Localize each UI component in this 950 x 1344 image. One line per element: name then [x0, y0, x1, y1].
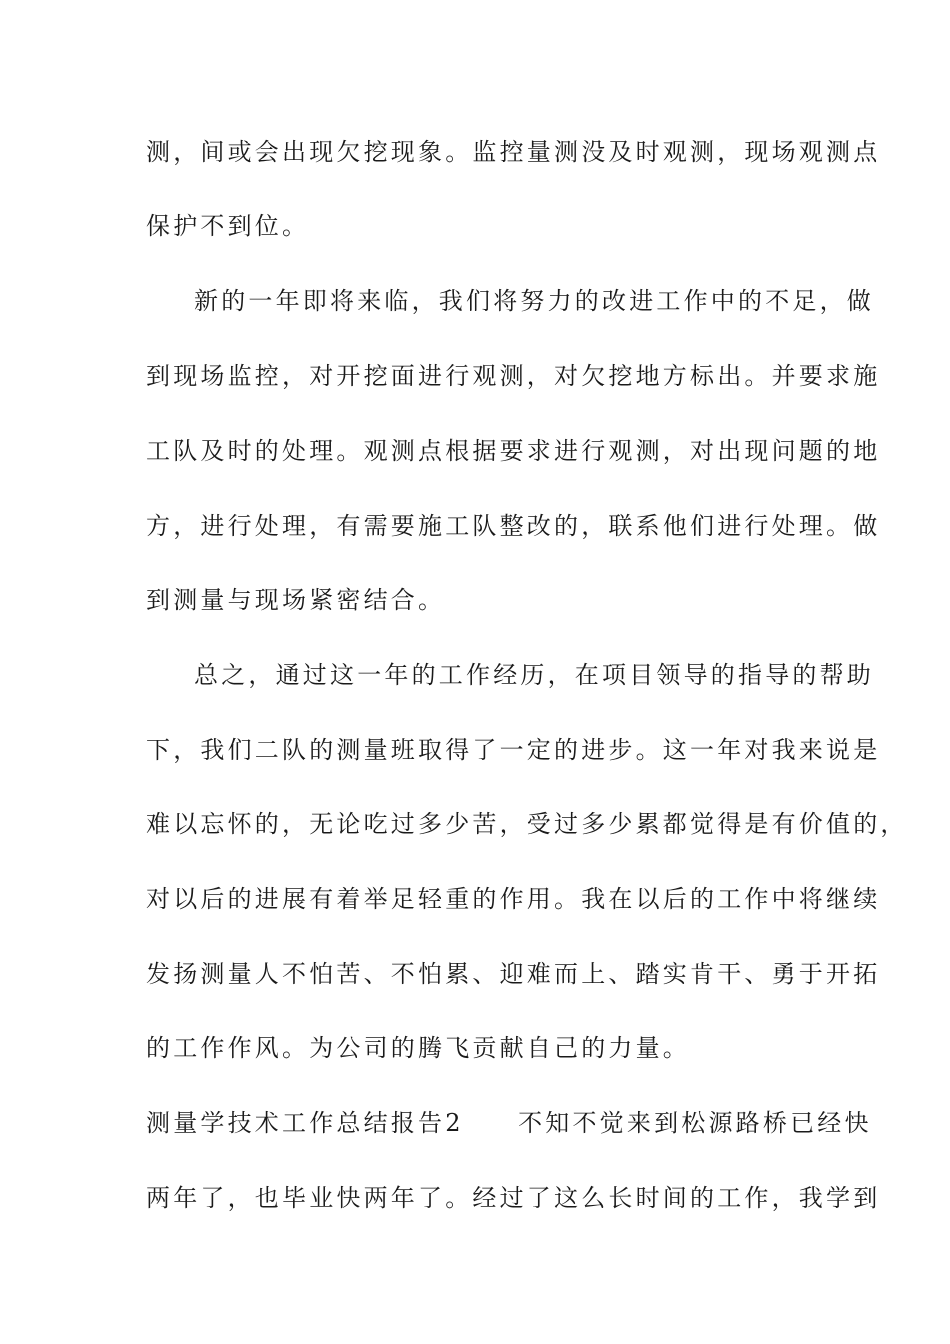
text-line-13: 的工作作风。为公司的腾飞贡献自己的力量。: [146, 1034, 690, 1062]
text-line-1: 测，间或会出现欠挖现象。监控量测没及时观测，现场观测点: [146, 138, 881, 166]
text-line-9: 下，我们二队的测量班取得了一定的进步。这一年对我来说是: [146, 736, 881, 764]
text-line-5: 工队及时的处理。观测点根据要求进行观测，对出现问题的地: [146, 437, 881, 465]
text-line-4: 到现场监控，对开挖面进行观测，对欠挖地方标出。并要求施: [146, 362, 881, 390]
text-line-11: 对以后的进展有着举足轻重的作用。我在以后的工作中将继续: [146, 885, 881, 913]
text-line-12: 发扬测量人不怕苦、不怕累、迎难而上、踏实肯干、勇于开拓: [146, 960, 881, 988]
text-line-15: 两年了，也毕业快两年了。经过了这么长时间的工作，我学到: [146, 1184, 881, 1212]
paragraph-start-line: 新的一年即将来临，我们将努力的改进工作中的不足，做: [194, 287, 874, 315]
text-line-6: 方，进行处理，有需要施工队整改的，联系他们进行处理。做: [146, 512, 881, 540]
text-line-7: 到测量与现场紧密结合。: [146, 586, 446, 614]
text-line-2: 保护不到位。: [146, 212, 310, 240]
section-heading-line: 测量学技术工作总结报告2 不知不觉来到松源路桥已经快: [146, 1109, 872, 1137]
text-line-10: 难以忘怀的，无论吃过多少苦，受过多少累都觉得是有价值的，: [146, 810, 908, 838]
paragraph-start-line: 总之，通过这一年的工作经历，在项目领导的指导的帮助: [194, 661, 874, 689]
